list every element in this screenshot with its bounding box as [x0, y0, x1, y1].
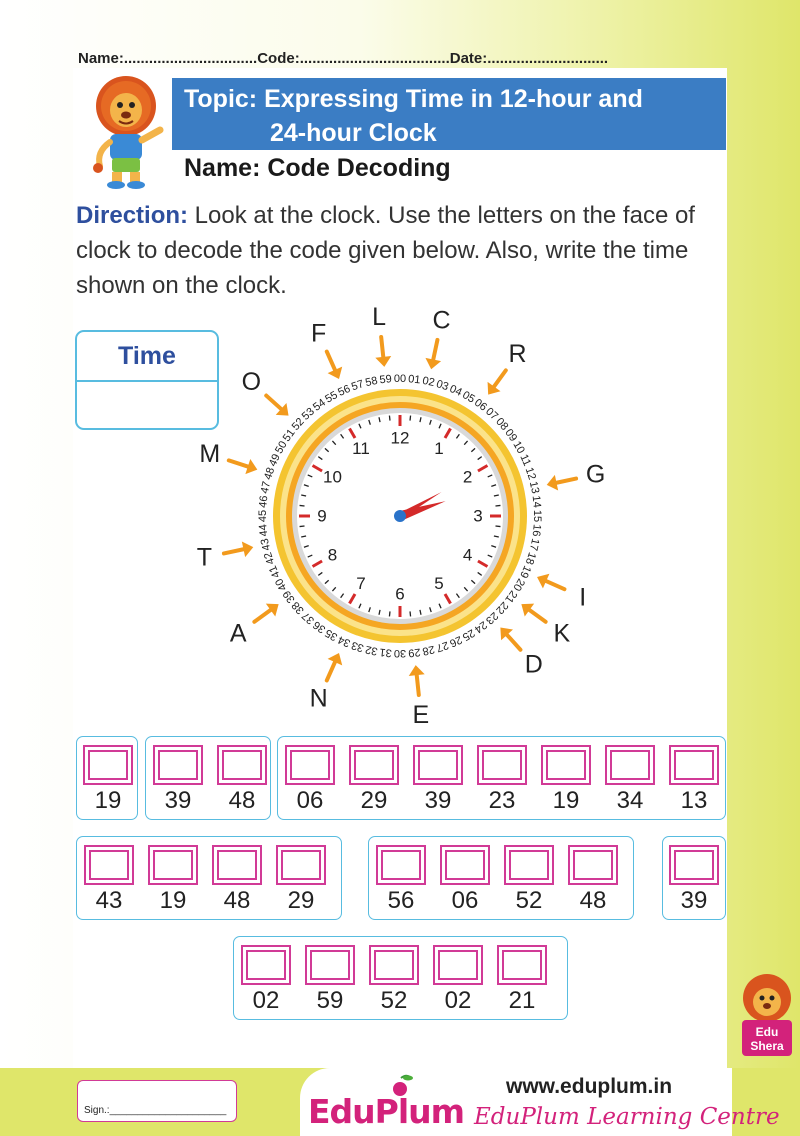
hour-number: 2: [462, 467, 473, 487]
minute-label: 29: [407, 645, 422, 659]
edu-shera-badge: [736, 972, 798, 1064]
code-group: [76, 836, 342, 920]
signature-box[interactable]: [77, 1080, 237, 1122]
pointer-arrow-icon: [375, 356, 391, 367]
code-group: [145, 736, 271, 820]
letter-answer-box[interactable]: [153, 745, 203, 785]
letter-answer-box[interactable]: [212, 845, 262, 885]
hour-number: 1: [434, 438, 444, 458]
hour-number: 7: [356, 574, 366, 594]
clock-tick: [410, 416, 411, 421]
clock-letter-r: R: [508, 340, 527, 369]
pointer-arrow-shaft: [254, 610, 270, 622]
minute-label: 18: [522, 550, 538, 567]
direction-label: Direction:: [76, 202, 189, 229]
minute-label: 25: [460, 626, 477, 643]
letter-answer-box[interactable]: [83, 745, 133, 785]
minute-label: 48: [262, 465, 278, 482]
student-info-line: Name:................................Code:....................................Date:.............................: [78, 50, 609, 67]
minute-label: 27: [434, 638, 451, 654]
badge-text-1: Edu: [755, 1025, 779, 1039]
letter-answer-box[interactable]: [148, 845, 198, 885]
minute-label: 14: [529, 494, 543, 509]
pointer-arrow-icon: [547, 475, 558, 491]
clock-letter-t: T: [196, 543, 213, 572]
pointer-arrow-shaft: [433, 340, 437, 360]
letter-answer-box[interactable]: [440, 845, 490, 885]
clock-letter-k: K: [553, 619, 571, 648]
minute-label: 39: [280, 588, 298, 606]
code-number: 48: [579, 887, 607, 914]
minute-label: 34: [336, 633, 353, 650]
brand-logo-text: EduPlum: [308, 1092, 465, 1131]
minute-label: 21: [502, 588, 520, 606]
topic-banner: [172, 78, 726, 150]
minute-label: 04: [447, 382, 464, 399]
topic-line-1: Topic: Expressing Time in 12-hour and: [184, 85, 643, 113]
minute-label: 32: [364, 642, 379, 658]
clock-letter-m: M: [199, 440, 221, 469]
hour-number: 5: [434, 574, 444, 594]
minute-label: 43: [258, 537, 274, 552]
code-number: 52: [515, 887, 543, 914]
minute-label: 33: [349, 638, 366, 654]
clock-tick: [495, 505, 500, 506]
code-group: [368, 836, 634, 920]
letter-answer-box[interactable]: [276, 845, 326, 885]
code-number: 19: [552, 787, 580, 814]
worksheet-title: Name: Code Decoding: [184, 154, 451, 182]
hour-number: 10: [322, 467, 342, 487]
minute-label: 36: [310, 618, 328, 636]
code-number: 13: [680, 787, 708, 814]
code-number: 59: [316, 987, 344, 1014]
minute-label: 28: [421, 642, 436, 658]
minute-label: 06: [472, 396, 490, 414]
minute-label: 56: [336, 382, 353, 399]
clock-letter-o: O: [241, 368, 262, 397]
minute-label: 09: [502, 426, 520, 444]
signature-label: Sign.:_____________________: [84, 1105, 227, 1116]
pointer-arrow-shaft: [546, 581, 564, 589]
clock-center-pin: [394, 510, 406, 522]
code-group: [277, 736, 726, 820]
code-number: 23: [488, 787, 516, 814]
minute-label: 54: [310, 396, 328, 414]
time-label: Time: [77, 332, 217, 382]
pointer-arrow-shaft: [327, 352, 335, 370]
hour-number: 3: [473, 506, 483, 526]
hour-number: 11: [352, 438, 370, 458]
pointer-arrow-shaft: [327, 662, 335, 680]
minute-label: 26: [447, 633, 464, 650]
minute-label: 12: [522, 465, 538, 482]
code-number: 39: [164, 787, 192, 814]
letter-answer-box[interactable]: [305, 945, 355, 985]
minute-label: 10: [510, 439, 527, 456]
clock-letter-i: I: [579, 583, 587, 612]
hour-number: 4: [462, 545, 473, 565]
letter-answer-box[interactable]: [376, 845, 426, 885]
badge-text-2: Shera: [750, 1039, 784, 1053]
pointer-arrow-shaft: [417, 675, 419, 695]
minute-label: 11: [517, 452, 533, 468]
minute-label: 47: [258, 480, 274, 495]
minute-label: 30: [393, 647, 407, 659]
minute-label: 52: [289, 415, 307, 433]
pointer-arrow-shaft: [507, 635, 520, 650]
code-number: 48: [228, 787, 256, 814]
minute-label: 42: [262, 550, 278, 567]
pointer-arrow-icon: [242, 541, 253, 557]
pointer-arrow-shaft: [494, 370, 506, 386]
clock-letter-f: F: [311, 319, 327, 348]
code-number: 52: [380, 987, 408, 1014]
minute-label: 45: [257, 509, 269, 523]
clock-letter-d: D: [524, 650, 543, 679]
hour-number: 12: [390, 428, 410, 448]
minute-label: 01: [407, 373, 422, 387]
minute-label: 41: [266, 563, 283, 580]
minute-label: 22: [493, 599, 511, 617]
minute-label: 40: [273, 576, 290, 593]
clock-tick: [300, 526, 305, 527]
clock-letter-n: N: [309, 684, 328, 713]
pointer-arrow-shaft: [529, 610, 545, 622]
minute-label: 20: [510, 576, 527, 593]
code-number: 06: [451, 887, 479, 914]
code-number: 19: [94, 787, 122, 814]
clock-tick: [389, 611, 390, 616]
letter-answer-box[interactable]: [349, 745, 399, 785]
topic-line-2: 24-hour Clock: [270, 119, 437, 147]
clock-letter-g: G: [585, 460, 606, 489]
pointer-arrow-icon: [425, 358, 441, 369]
clock-tick: [495, 526, 500, 527]
letter-answer-box[interactable]: [504, 845, 554, 885]
minute-label: 07: [483, 405, 501, 423]
clock-letter-a: A: [229, 619, 247, 648]
pointer-arrow-shaft: [229, 460, 248, 466]
letter-answer-box[interactable]: [241, 945, 291, 985]
minute-label: 15: [531, 509, 543, 523]
letter-answer-box[interactable]: [84, 845, 134, 885]
minute-label: 13: [526, 480, 542, 495]
code-number: 48: [223, 887, 251, 914]
hour-number: 9: [317, 506, 327, 526]
pointer-arrow-shaft: [557, 479, 577, 483]
letter-answer-box[interactable]: [413, 745, 463, 785]
letter-answer-box[interactable]: [217, 745, 267, 785]
pointer-arrow-icon: [409, 665, 425, 676]
minute-label: 24: [472, 618, 490, 636]
code-number: 29: [287, 887, 315, 914]
code-group: [662, 836, 726, 920]
minute-label: 08: [493, 415, 511, 433]
clock-letter-e: E: [412, 700, 430, 729]
letter-answer-box[interactable]: [605, 745, 655, 785]
code-number: 19: [159, 887, 187, 914]
minute-label: 00: [393, 373, 407, 385]
code-group: [233, 936, 568, 1020]
code-number: 34: [616, 787, 644, 814]
code-group: [76, 736, 138, 820]
direction-paragraph: [76, 198, 716, 303]
code-number: 02: [444, 987, 472, 1014]
code-number: 21: [508, 987, 536, 1014]
code-number: 43: [95, 887, 123, 914]
code-number: 02: [252, 987, 280, 1014]
minute-label: 57: [349, 378, 366, 394]
clock-letter-l: L: [372, 303, 387, 332]
minute-label: 44: [257, 523, 271, 538]
minute-label: 02: [421, 374, 436, 390]
minute-label: 37: [299, 609, 317, 627]
minute-label: 58: [364, 374, 379, 390]
direction-text: Look at the clock. Use the letters on the face of clock to decode the code given below. Also, write the time shown on the clock.: [76, 202, 695, 299]
code-number: 56: [387, 887, 415, 914]
minute-label: 59: [378, 373, 393, 387]
tagline-text: EduPlum Learning Centre: [474, 1104, 780, 1130]
minute-label: 50: [273, 439, 290, 456]
minute-label: 03: [434, 378, 451, 394]
clock-tick: [300, 505, 305, 506]
clock-tick: [389, 416, 390, 421]
minute-label: 05: [460, 389, 477, 406]
letter-answer-box[interactable]: [497, 945, 547, 985]
letter-answer-box[interactable]: [285, 745, 335, 785]
minute-label: 23: [483, 609, 501, 627]
code-number: 39: [680, 887, 708, 914]
hour-number: 6: [395, 584, 405, 604]
code-number: 29: [360, 787, 388, 814]
letter-answer-box[interactable]: [669, 845, 719, 885]
minute-label: 31: [378, 645, 393, 659]
code-number: 39: [424, 787, 452, 814]
code-number: 06: [296, 787, 324, 814]
minute-label: 51: [280, 426, 298, 444]
hour-number: 8: [327, 545, 338, 565]
clock-face: [180, 300, 620, 740]
lion-mascot-icon: [86, 72, 170, 190]
letter-answer-box[interactable]: [541, 745, 591, 785]
minute-label: 35: [323, 626, 340, 643]
minute-label: 46: [257, 494, 271, 509]
letter-answer-box[interactable]: [369, 945, 419, 985]
minute-label: 19: [517, 563, 534, 580]
pointer-arrow-shaft: [266, 396, 281, 409]
letter-answer-box[interactable]: [477, 745, 527, 785]
clock-tick: [410, 611, 411, 616]
pointer-arrow-shaft: [381, 337, 383, 357]
clock-letter-c: C: [432, 306, 451, 335]
minute-label: 16: [529, 523, 543, 538]
website-link[interactable]: www.eduplum.in: [506, 1075, 673, 1098]
minute-label: 55: [323, 389, 340, 406]
minute-label: 38: [289, 599, 307, 617]
letter-answer-box[interactable]: [433, 945, 483, 985]
letter-answer-box[interactable]: [669, 745, 719, 785]
minute-label: 49: [266, 452, 283, 469]
minute-label: 17: [526, 537, 542, 552]
letter-answer-box[interactable]: [568, 845, 618, 885]
minute-label: 53: [299, 405, 317, 423]
pointer-arrow-shaft: [224, 549, 244, 553]
